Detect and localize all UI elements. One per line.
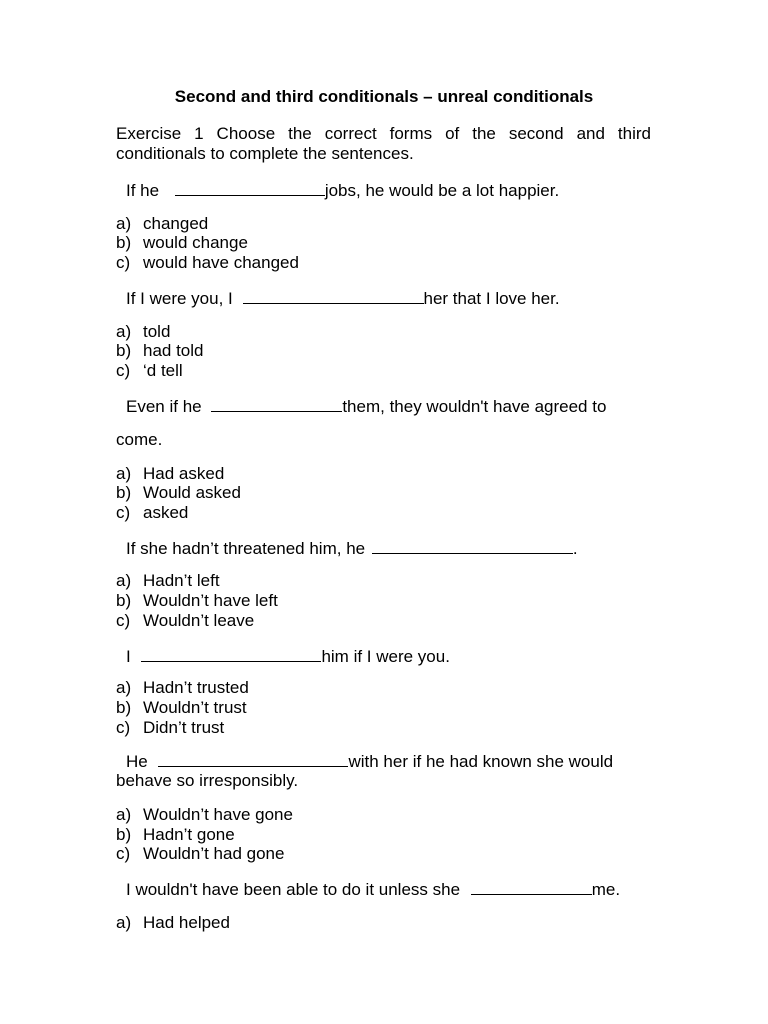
option-text: Would asked <box>143 483 241 502</box>
option-text: Wouldn’t leave <box>143 611 255 630</box>
question-4-before: If she hadn’t threatened him, he <box>126 539 370 558</box>
option-text: told <box>143 322 171 341</box>
question-7-before: I wouldn't have been able to do it unless she <box>126 880 465 899</box>
option-letter: b) <box>116 591 132 610</box>
option-text: would change <box>143 233 248 252</box>
question-1 <box>126 180 559 201</box>
question-2 <box>126 288 560 309</box>
option-text: changed <box>143 214 209 233</box>
option-text: Wouldn’t have gone <box>143 805 293 824</box>
option-letter: b) <box>116 698 132 717</box>
answer-blank-1[interactable] <box>175 180 325 196</box>
option-letter: a) <box>116 805 132 824</box>
option-text: Had asked <box>143 464 225 483</box>
option-text: Had helped <box>143 913 230 932</box>
answer-blank-5[interactable] <box>141 646 321 662</box>
question-6-after: with her if he had known she would <box>348 752 614 771</box>
option-letter: c) <box>116 718 131 737</box>
option-letter: b) <box>116 233 132 252</box>
question-3-continuation: come. <box>116 430 163 449</box>
option-letter: c) <box>116 611 131 630</box>
option-letter: a) <box>116 214 132 233</box>
question-2-after: her that I love her. <box>423 289 560 308</box>
question-7 <box>126 879 620 900</box>
question-7-after: me. <box>591 880 621 899</box>
answer-blank-4[interactable] <box>372 538 573 554</box>
option-letter: c) <box>116 361 131 380</box>
option-letter: a) <box>116 678 132 697</box>
question-3-before: Even if he <box>126 397 207 416</box>
question-6-before: He <box>126 752 153 771</box>
option-letter: c) <box>116 253 131 272</box>
option-text: Hadn’t gone <box>143 825 235 844</box>
question-2-before: If I were you, I <box>126 289 238 308</box>
option-letter: a) <box>116 913 132 932</box>
option-letter: c) <box>116 844 131 863</box>
option-text: Wouldn’t have left <box>143 591 278 610</box>
question-6 <box>126 751 613 772</box>
answer-blank-3[interactable] <box>211 396 342 412</box>
page-title: Second and third conditionals – unreal conditionals <box>174 87 594 106</box>
question-5-after: him if I were you. <box>321 647 450 666</box>
option-text: Wouldn’t trust <box>143 698 247 717</box>
question-3-after: them, they wouldn't have agreed to <box>342 397 607 416</box>
question-1-after: jobs, he would be a lot happier. <box>324 181 560 200</box>
option-letter: b) <box>116 483 132 502</box>
option-text: ‘d tell <box>143 361 183 380</box>
option-text: Wouldn’t had gone <box>143 844 285 863</box>
option-text: asked <box>143 503 189 522</box>
option-text: Hadn’t left <box>143 571 220 590</box>
question-3 <box>126 396 606 417</box>
option-letter: a) <box>116 464 132 483</box>
answer-blank-6[interactable] <box>158 751 348 767</box>
option-text: Hadn’t trusted <box>143 678 249 697</box>
option-text: Didn’t trust <box>143 718 225 737</box>
option-text: had told <box>143 341 204 360</box>
exercise-instructions: Exercise 1 Choose the correct forms of the second and third conditionals to complete the sentences. <box>116 124 651 163</box>
option-letter: c) <box>116 503 131 522</box>
question-5-before: I <box>126 647 136 666</box>
answer-blank-2[interactable] <box>243 288 424 304</box>
option-text: would have changed <box>143 253 299 272</box>
option-letter: a) <box>116 322 132 341</box>
question-4 <box>126 538 578 559</box>
question-4-after: . <box>572 539 578 558</box>
question-5 <box>126 646 450 667</box>
answer-blank-7[interactable] <box>471 879 592 895</box>
option-letter: b) <box>116 825 132 844</box>
question-6-continuation: behave so irresponsibly. <box>116 771 299 790</box>
option-letter: a) <box>116 571 132 590</box>
option-letter: b) <box>116 341 132 360</box>
question-1-before: If he <box>126 181 164 200</box>
